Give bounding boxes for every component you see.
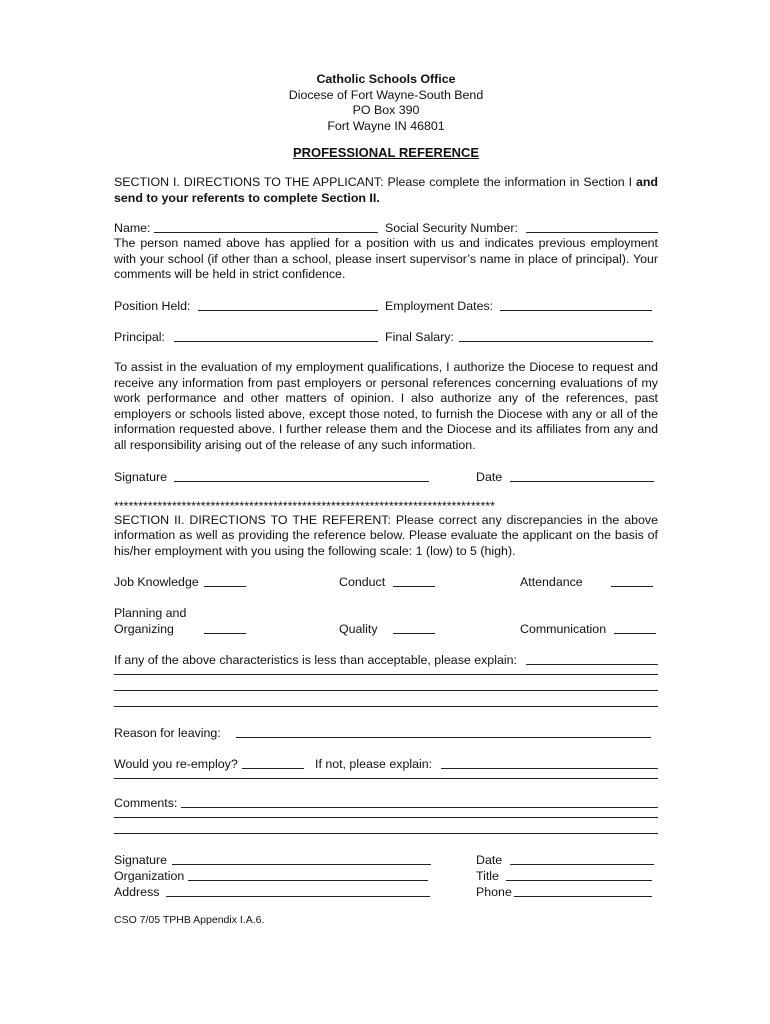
title-label: Title <box>476 869 499 884</box>
ifnot-line-2[interactable] <box>114 778 658 779</box>
name-field[interactable] <box>154 220 378 233</box>
section1-directions <box>114 175 658 206</box>
comments-line-2[interactable] <box>114 817 658 818</box>
ifnot-field[interactable] <box>441 756 658 769</box>
leaving-field[interactable] <box>236 725 651 738</box>
planning-rating[interactable] <box>204 621 246 634</box>
comments-label: Comments: <box>114 796 178 811</box>
communication-rating[interactable] <box>614 621 656 634</box>
reemploy-field[interactable] <box>242 756 304 769</box>
quality-rating[interactable] <box>393 621 435 634</box>
rating-row-2 <box>114 605 658 637</box>
employment-dates-field[interactable] <box>500 298 652 311</box>
planning-label-2: Organizing <box>114 622 174 637</box>
rating-row-1 <box>114 574 658 590</box>
job-knowledge-label: Job Knowledge <box>114 575 199 590</box>
reemploy-row <box>114 756 658 772</box>
city-line: Fort Wayne IN 46801 <box>327 118 445 133</box>
leaving-label: Reason for leaving: <box>114 726 221 741</box>
leaving-row <box>114 725 658 741</box>
applicant-signature-label: Signature <box>114 469 168 484</box>
employment-dates-label: Employment Dates: <box>385 298 494 313</box>
org-name: Catholic Schools Office <box>316 72 456 86</box>
title-field[interactable] <box>506 868 652 881</box>
applicant-signature-row <box>114 469 658 485</box>
explain-field[interactable] <box>526 652 658 665</box>
applicant-date-label: Date <box>476 469 503 484</box>
principal-row <box>114 329 658 345</box>
ssn-field[interactable] <box>526 220 658 233</box>
applicant-signature-field[interactable] <box>174 469 429 482</box>
referent-signature-field[interactable] <box>172 852 431 865</box>
principal-label: Principal: <box>114 329 165 344</box>
quality-label: Quality <box>339 622 378 637</box>
comments-field[interactable] <box>181 795 658 808</box>
applicant-notice: The person named above has applied for a position with us and indicates previous employment with your school (if other than a school, please insert supervisor’s name in place of principal). Your comments will be held in strict confidence. <box>114 236 658 282</box>
name-label: Name: <box>114 221 151 236</box>
explain-line-4[interactable] <box>114 706 658 707</box>
referent-signature-label: Signature <box>114 853 168 868</box>
position-label: Position Held: <box>114 298 191 313</box>
attendance-rating[interactable] <box>611 574 653 587</box>
phone-label: Phone <box>476 885 512 900</box>
ssn-label: Social Security Number: <box>385 221 518 236</box>
comments-row <box>114 795 658 811</box>
communication-label: Communication <box>520 622 607 637</box>
attendance-label: Attendance <box>520 575 583 590</box>
explain-line-3[interactable] <box>114 690 658 691</box>
explain-label: If any of the above characteristics is less than acceptable, please explain: <box>114 653 517 668</box>
po-box: PO Box 390 <box>352 103 420 117</box>
organization-label: Organization <box>114 869 185 884</box>
form-footer: CSO 7/05 TPHB Appendix I.A.6. <box>114 914 265 927</box>
principal-field[interactable] <box>174 329 378 342</box>
planning-label-1: Planning and <box>114 606 187 621</box>
address-row <box>114 884 658 900</box>
section2-directions: SECTION II. DIRECTIONS TO THE REFERENT: Please correct any discrepancies in the above information as well as providing the reference below. Please evaluate the applicant on the basis of his/her employment with you using the following scale: 1 (low) to 5 (high). <box>114 512 658 558</box>
reemploy-label: Would you re-employ? <box>114 757 238 772</box>
diocese-name: Diocese of Fort Wayne-South Bend <box>288 87 484 102</box>
position-row <box>114 298 658 314</box>
address-field[interactable] <box>166 884 430 897</box>
name-row <box>114 220 658 236</box>
section-separator: ******************************************************************************* <box>114 498 495 513</box>
organization-field[interactable] <box>188 868 428 881</box>
section1-intro: SECTION I. DIRECTIONS TO THE APPLICANT: Please complete the information in Section I <box>114 175 636 189</box>
explain-row <box>114 652 658 668</box>
organization-row <box>114 868 658 884</box>
address-label: Address <box>114 885 160 900</box>
final-salary-field[interactable] <box>459 329 653 342</box>
position-field[interactable] <box>198 298 378 311</box>
section1-intro-bold-and: and <box>635 175 658 189</box>
referent-signature-row <box>114 852 658 868</box>
conduct-label: Conduct <box>339 575 386 590</box>
comments-line-3[interactable] <box>114 833 658 834</box>
referent-date-field[interactable] <box>510 852 654 865</box>
letterhead <box>114 72 658 134</box>
page-title: PROFESSIONAL REFERENCE <box>292 145 480 160</box>
job-knowledge-rating[interactable] <box>204 574 246 587</box>
ifnot-label: If not, please explain: <box>315 757 433 772</box>
section1-intro-bold: send to your referents to complete Section II. <box>114 190 380 205</box>
conduct-rating[interactable] <box>393 574 435 587</box>
authorization-text: To assist in the evaluation of my employment qualifications, I authorize the Diocese to request and receive any information from past employers or personal references concerning evaluations of my work performance and other matters of opinion. I also authorize any of the references, past employers or schools listed above, except those noted, to furnish the Diocese with any or all of the information requested above. I further release them and the Diocese and its affiliates from any and all responsibility arising out of the release of any such information. <box>114 359 658 452</box>
referent-date-label: Date <box>476 853 503 868</box>
applicant-date-field[interactable] <box>510 469 654 482</box>
final-salary-label: Final Salary: <box>385 329 454 344</box>
explain-line-2[interactable] <box>114 674 658 675</box>
reference-form <box>114 72 658 926</box>
phone-field[interactable] <box>514 884 652 897</box>
